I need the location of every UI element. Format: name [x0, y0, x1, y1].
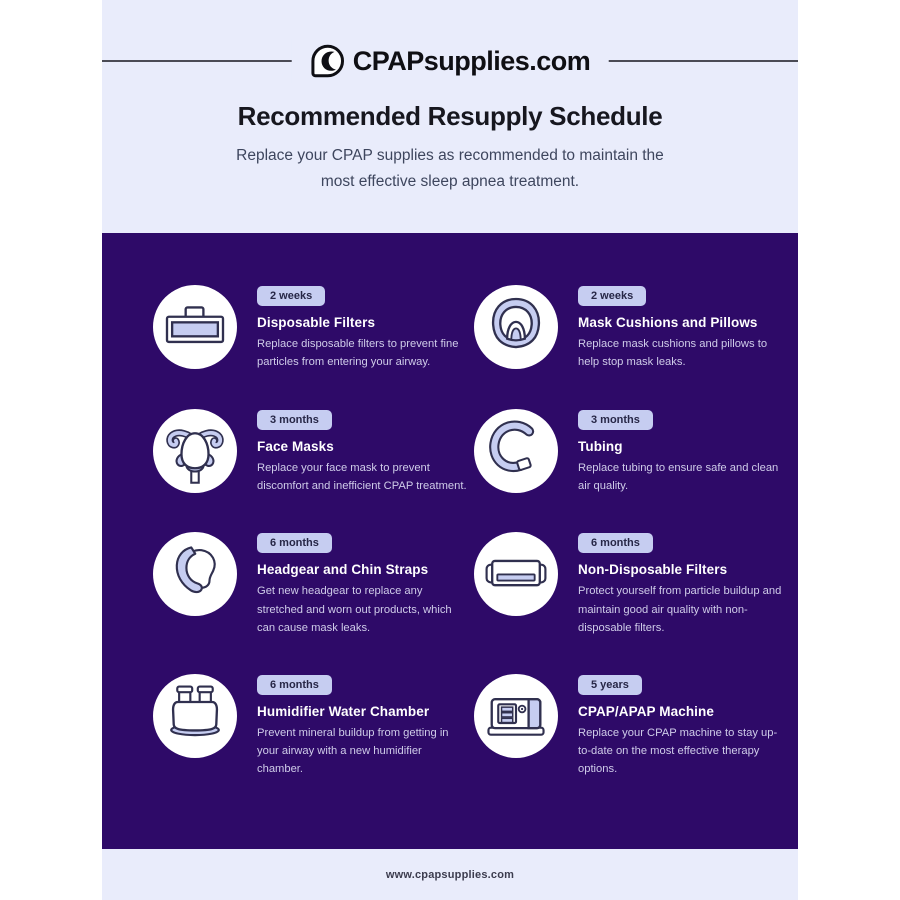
interval-badge: 5 years [578, 675, 642, 695]
item-description: Protect yourself from particle buildup and maintain good air quality with non-disposable filters. [578, 585, 782, 634]
schedule-item-headgear [153, 532, 474, 637]
cpap-machine-icon [474, 674, 558, 758]
item-title: Humidifier Water Chamber [257, 704, 430, 720]
footer [102, 849, 798, 900]
footer-url: www.cpapsupplies.com [385, 868, 515, 881]
item-description: Replace your CPAP machine to stay up-to-date on the most effective therapy options. [578, 727, 778, 776]
interval-badge: 3 months [578, 410, 653, 430]
item-title: Disposable Filters [257, 315, 376, 331]
schedule-item-humidifier-chamber [153, 674, 474, 779]
interval-badge: 2 weeks [257, 286, 325, 306]
item-title: Tubing [578, 438, 623, 454]
interval-badge: 6 months [578, 533, 653, 553]
interval-badge: 2 weeks [578, 286, 646, 306]
interval-badge: 6 months [257, 533, 332, 553]
page-subtitle: Replace your CPAP supplies as recommended to maintain the most effective sleep apnea treatment. [236, 147, 664, 191]
interval-badge: 3 months [257, 410, 332, 430]
headgear-icon [153, 532, 237, 616]
brand-logo [292, 39, 609, 83]
item-description: Prevent mineral buildup from getting in your airway with a new humidifier chamber. [257, 727, 449, 776]
disposable-filter-icon [153, 285, 237, 369]
item-title: Non-Disposable Filters [578, 562, 728, 578]
brand-name: CPAPsupplies.com [352, 45, 591, 76]
schedule-item-tubing [474, 409, 795, 496]
humidifier-icon [153, 674, 237, 758]
header [102, 0, 798, 233]
item-title: Mask Cushions and Pillows [578, 315, 758, 331]
item-title: Face Masks [257, 438, 334, 454]
speech-bubble-moon-icon [310, 43, 346, 79]
item-description: Replace tubing to ensure safe and clean air quality. [578, 461, 779, 493]
infographic-page [102, 0, 798, 900]
item-title: CPAP/APAP Machine [578, 704, 714, 720]
face-mask-icon [153, 409, 237, 493]
schedule-item-cpap-machine [474, 674, 795, 779]
item-text [578, 409, 790, 496]
item-text [257, 532, 469, 637]
page-title: Recommended Resupply Schedule [237, 101, 663, 131]
schedule-item-face-masks [153, 409, 474, 496]
item-text [578, 674, 790, 779]
tubing-icon [474, 409, 558, 493]
item-description: Replace mask cushions and pillows to help stop mask leaks. [578, 338, 768, 369]
schedule-grid [102, 233, 798, 849]
item-text [257, 285, 469, 372]
item-text [257, 674, 469, 779]
item-text [578, 285, 790, 372]
schedule-item-disposable-filters [153, 285, 474, 372]
non-disposable-filter-icon [474, 532, 558, 616]
item-text [578, 532, 790, 637]
item-text [257, 409, 469, 496]
schedule-item-non-disposable-filters [474, 532, 795, 637]
schedule-item-mask-cushions [474, 285, 795, 372]
mask-cushion-icon [474, 285, 558, 369]
item-description: Replace your face mask to prevent discomfort and inefficient CPAP treatment. [257, 461, 467, 493]
item-title: Headgear and Chin Straps [257, 562, 429, 578]
interval-badge: 6 months [257, 675, 332, 695]
item-description: Replace disposable filters to prevent fine particles from entering your airway. [257, 338, 459, 369]
item-description: Get new headgear to replace any stretched and worn out products, which can cause mask leaks. [257, 585, 452, 634]
